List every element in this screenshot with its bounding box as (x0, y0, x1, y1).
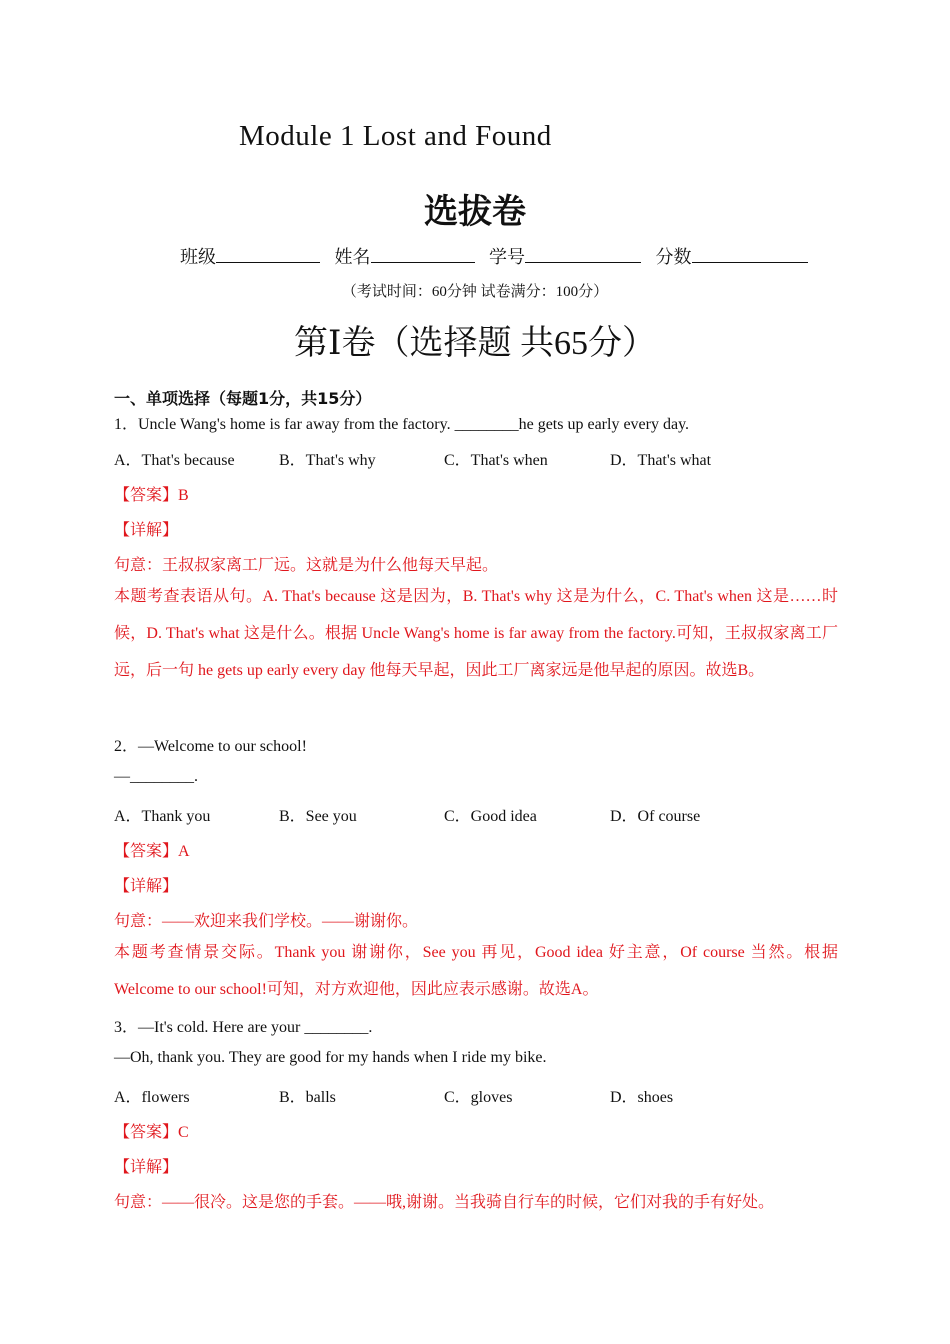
paper-subtitle: 选拔卷 (424, 192, 526, 232)
document-title: Module 1 Lost and Found (239, 120, 552, 152)
question-2-answer: 【答案】A (114, 843, 190, 860)
question-2-explanation: 本题考查情景交际。Thank you 谢谢你，See you 再见，Good idea 好主意，Of course 当然。根据 Welcome to our school!可知，对方欢迎他，因此应表示感谢。故选A。 (114, 944, 838, 998)
question-2-stem: 2．—Welcome to our school! (114, 738, 307, 755)
question-1-translation: 句意：王叔叔家离工厂远。这就是为什么他每天早起。 (114, 557, 499, 574)
question-3-response: —Oh, thank you. They are good for my hands when I ride my bike. (114, 1049, 547, 1066)
question-1-option-d: D．That's what (610, 452, 712, 469)
question-2-option-a: A．Thank you (114, 808, 211, 825)
question-1-answer: 【答案】B (114, 487, 189, 504)
score-blank (692, 244, 808, 263)
question-3-answer: 【答案】C (114, 1124, 189, 1141)
question-1-option-c: C．That's when (444, 452, 548, 469)
question-3-option-a: A．flowers (114, 1089, 190, 1106)
question-2-option-d: D．Of course (610, 808, 701, 825)
question-3-translation: 句意：——很冷。这是您的手套。——哦,谢谢。当我骑自行车的时候，它们对我的手有好处。 (114, 1194, 775, 1211)
question-2-response: —________. (114, 768, 198, 785)
id-blank (525, 244, 641, 263)
name-blank (371, 244, 475, 263)
question-1-option-a: A．That's because (114, 452, 235, 469)
part-title: 第Ⅰ卷（选择题 共65分） (294, 325, 656, 362)
question-2-option-b: B．See you (279, 808, 357, 825)
question-3-detail-label: 【详解】 (114, 1159, 179, 1176)
exam-info: （考试时间：60分钟 试卷满分：100分） (341, 284, 609, 300)
question-3-stem: 3．—It's cold. Here are your ________. (114, 1019, 373, 1036)
class-label: 班级 (180, 247, 216, 267)
question-2-translation: 句意：——欢迎来我们学校。——谢谢你。 (114, 913, 419, 930)
question-1-detail-label: 【详解】 (114, 522, 179, 539)
section-heading: 一、单项选择（每题1分，共15分） (114, 389, 372, 408)
score-label: 分数 (655, 247, 692, 267)
question-3-option-b: B．balls (279, 1089, 336, 1106)
id-label: 学号 (489, 247, 525, 267)
question-2-option-c: C．Good idea (444, 808, 537, 825)
question-1-option-b: B．That's why (279, 452, 376, 469)
name-label: 姓名 (334, 247, 371, 267)
question-3-option-c: C．gloves (444, 1089, 513, 1106)
question-2-detail-label: 【详解】 (114, 878, 179, 895)
question-1-stem: 1．Uncle Wang's home is far away from the factory. ________he gets up early every day. (114, 416, 690, 433)
class-blank (216, 244, 320, 263)
question-3-option-d: D．shoes (610, 1089, 674, 1106)
question-1-explanation: 本题考查表语从句。A. That's because 这是因为，B. That's why 这是为什么，C. That's when 这是……时候，D. That's what 这是什么。根据 Uncle Wang's home is far away from the factory.可知，王叔叔家离工厂远，后一句 he gets up early every day 他每天早起，因此工厂离家远是他早起的原因。故选B。 (114, 588, 838, 679)
student-info-line (180, 243, 818, 269)
